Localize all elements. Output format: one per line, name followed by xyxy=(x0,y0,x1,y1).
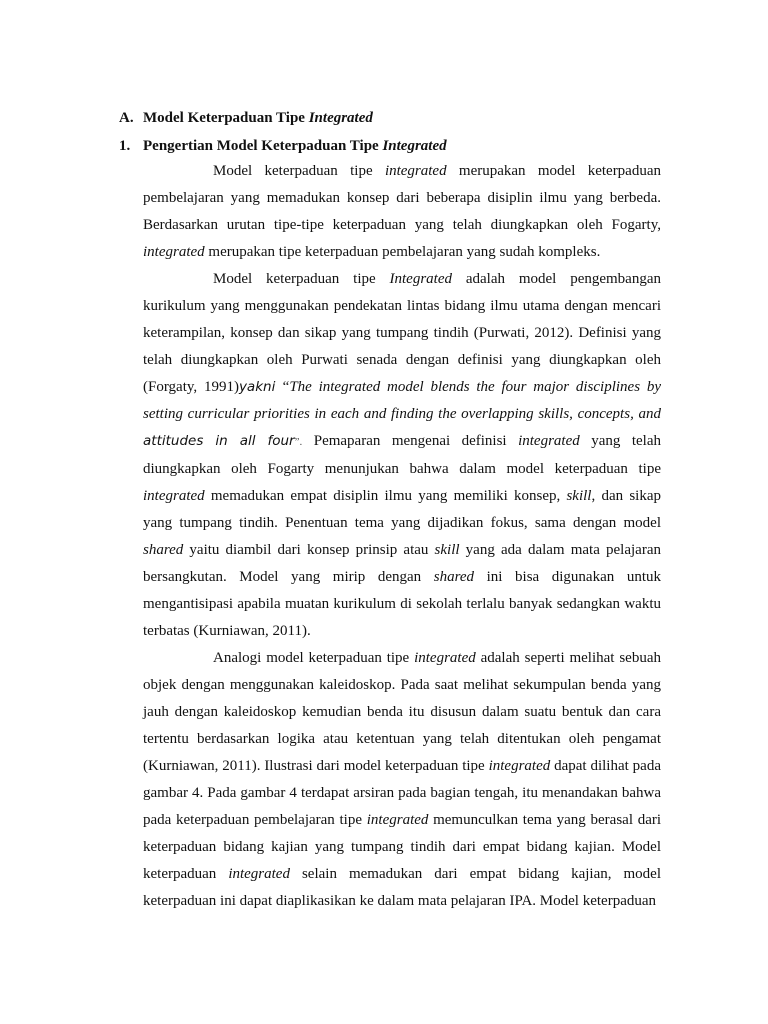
quote-close-mark: ”. xyxy=(294,436,303,448)
italic-term: integrated xyxy=(414,650,476,666)
subsection-title-italic: Integrated xyxy=(382,138,447,154)
section-title-text: Model Keterpaduan Tipe xyxy=(143,110,309,126)
text-run: merupakan tipe keterpaduan pembelajaran yang sudah kompleks. xyxy=(204,244,601,260)
italic-term: integrated xyxy=(366,812,429,828)
text-run: ini bisa digunakan untuk mengantisipasi apabila muatan kurikulum di sekolah terlalu banyak sedangkan waktu terbatas (Kurniawan, 2011). xyxy=(143,569,661,639)
italic-term: skill xyxy=(566,488,592,504)
italic-term: integrated xyxy=(518,433,580,449)
paragraph xyxy=(143,645,661,915)
italic-term: integrated xyxy=(228,866,290,882)
italic-term: integrated xyxy=(143,244,205,260)
text-run: Analogi model keterpaduan tipe xyxy=(213,650,415,666)
italic-term: Integrated xyxy=(389,271,452,287)
quote-script-text: attitudes in all four xyxy=(143,433,295,449)
text-run: yang telah diungkapkan oleh Fogarty menunjukan bahwa dalam model keterpaduan tipe xyxy=(143,433,661,477)
text-run: dapat dilihat pada gambar 4. Pada gambar 4 terdapat arsiran pada bagian tengah, itu menandakan bahwa pada keterpaduan pembelajaran tipe xyxy=(143,758,661,828)
text-run: Model keterpaduan tipe xyxy=(213,163,385,179)
text-run: Model keterpaduan tipe xyxy=(213,271,390,287)
paragraph xyxy=(143,266,661,645)
text-run: memunculkan tema yang berasal dari keterpaduan bidang kajian yang tumpang tindih dari empat bidang kajian. Model keterpaduan xyxy=(143,812,662,882)
text-run: yang ada dalam mata pelajaran bersangkutan. Model yang mirip dengan xyxy=(143,542,661,585)
text-run: yaitu diambil dari konsep prinsip atau xyxy=(183,542,435,558)
body-text xyxy=(143,158,661,915)
subsection-title-text: Pengertian Model Keterpaduan Tipe xyxy=(143,138,383,154)
text-run: memadukan empat disiplin ilmu yang memiliki konsep, xyxy=(204,488,567,504)
italic-term: integrated xyxy=(384,163,447,179)
italic-term: shared xyxy=(433,569,475,585)
italic-term: The integrated model blends the four major disciplines by setting curricular priorities in each and finding the overlapping skills, concepts, and xyxy=(143,379,661,422)
italic-term: integrated xyxy=(488,758,551,774)
italic-term: skill xyxy=(434,542,460,558)
section-heading-a xyxy=(119,108,373,128)
section-number: A. xyxy=(119,110,134,126)
text-run: adalah model pengembangan kurikulum yang menggunakan pendekatan lintas bidang ilmu utama dengan mencari keterampilan, konsep dan sikap yang tumpang tindih (Purwati, 2012). Definisi yang telah diungkapkan oleh Purwati senada dengan definisi yang diungkapkan oleh (Forgaty, 1991) xyxy=(143,271,661,395)
text-run: adalah seperti melihat sebuah objek dengan menggunakan kaleidoskop. Pada saat melihat sekumpulan benda yang jauh dengan kaleidoskop kemudian benda itu disusun dalam suatu bentuk dan cara tertentu berdasarkan logika atau ketentuan yang telah ditentukan oleh pengamat (Kurniawan, 2011). Ilustrasi dari model keterpaduan tipe xyxy=(143,650,661,774)
subsection-heading-1 xyxy=(119,136,447,156)
italic-term: shared xyxy=(143,542,184,558)
quote-script-text: yakni xyxy=(238,379,283,395)
section-title-italic: Integrated xyxy=(308,110,373,126)
text-run: “ xyxy=(282,379,290,395)
text-run: merupakan model keterpaduan pembelajaran yang memadukan konsep dari beberapa disiplin ilmu yang berbeda. Berdasarkan urutan tipe-tipe keterpaduan yang telah diungkapkan oleh Fogarty, xyxy=(143,163,661,233)
text-run: , dan sikap yang tumpang tindih. Penentuan tema yang dijadikan fokus, sama dengan model xyxy=(143,488,661,531)
text-run: Pemaparan mengenai definisi xyxy=(302,433,519,449)
text-run: selain memadukan dari empat bidang kajian, model keterpaduan ini dapat diaplikasikan ke dalam mata pelajaran IPA. Model keterpaduan xyxy=(143,866,661,909)
subsection-number: 1. xyxy=(119,138,131,154)
paragraph xyxy=(143,158,661,266)
italic-term: integrated xyxy=(143,488,205,504)
